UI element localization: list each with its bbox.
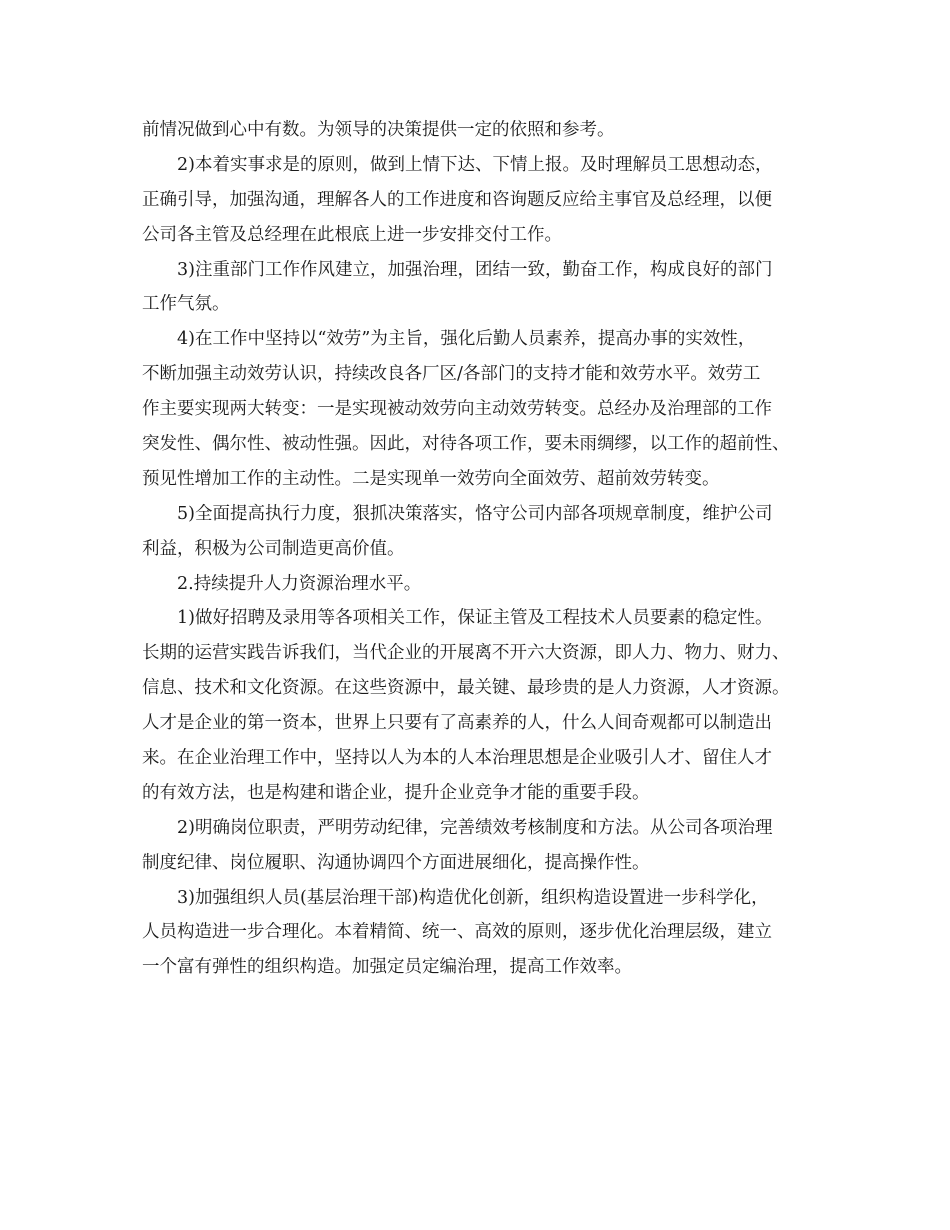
text-line: 利益，积极为公司制造更高价值。 <box>142 538 405 559</box>
text-line: 工作气氛。 <box>142 294 230 315</box>
text-line: 2)明确岗位职责，严明劳动纪律，完善绩效考核制度和方法。从公司各项治理 <box>177 817 773 838</box>
text-line: 预见性增加工作的主动性。二是实现单一效劳向全面效劳、超前效劳转变。 <box>142 468 720 489</box>
text-line: 3)注重部门工作作风建立，加强治理，团结一致，勤奋工作，构成良好的部门 <box>177 259 773 280</box>
text-line: 长期的运营实践告诉我们，当代企业的开展离不开六大资源，即人力、物力、财力、 <box>142 643 790 664</box>
text-line: 人员构造进一步合理化。本着精简、统一、高效的原则，逐步优化治理层级，建立 <box>142 922 772 943</box>
text-line: 公司各主管及总经理在此根底上进一步安排交付工作。 <box>142 224 562 245</box>
text-line: 3)加强组织人员(基层治理干部)构造优化创新，组织构造设置进一步科学化， <box>177 887 769 908</box>
text-line: 人才是企业的第一资本，世界上只要有了高素养的人，什么人间奇观都可以制造出 <box>142 713 772 734</box>
text-line: 2)本着实事求是的原则，做到上情下达、下情上报。及时理解员工思想动态， <box>177 154 773 175</box>
text-line: 一个富有弹性的组织构造。加强定员定编治理，提高工作效率。 <box>142 957 632 978</box>
text-line: 作主要实现两大转变：一是实现被动效劳向主动效劳转变。总经办及治理部的工作 <box>142 399 772 420</box>
text-line: 4)在工作中坚持以“效劳”为主旨，强化后勤人员素养，提高办事的实效性， <box>177 329 756 350</box>
text-line: 的有效方法，也是构建和谐企业，提升企业竞争才能的重要手段。 <box>142 782 650 803</box>
text-line: 1)做好招聘及录用等各项相关工作，保证主管及工程技术人员要素的稳定性。 <box>177 608 773 629</box>
text-line: 正确引导，加强沟通，理解各人的工作进度和咨询题反应给主事官及总经理，以便 <box>142 189 772 210</box>
text-line: 不断加强主动效劳认识，持续改良各厂区/各部门的支持才能和效劳水平。效劳工 <box>142 364 761 385</box>
text-line: 来。在企业治理工作中，坚持以人为本的人本治理思想是企业吸引人才、留住人才 <box>142 748 772 769</box>
text-line: 前情况做到心中有数。为领导的决策提供一定的依照和参考。 <box>142 120 615 140</box>
text-line: 2.持续提升人力资源治理水平。 <box>177 573 422 594</box>
text-line: 5)全面提高执行力度，狠抓决策落实，恪守公司内部各项规章制度，维护公司 <box>177 503 773 524</box>
text-line: 突发性、偶尔性、被动性强。因此，对待各项工作，要未雨绸缪，以工作的超前性、 <box>142 434 790 455</box>
document-body <box>142 113 832 985</box>
text-line: 信息、技术和文化资源。在这些资源中，最关键、最珍贵的是人力资源，人才资源。 <box>142 678 790 699</box>
text-line: 制度纪律、岗位履职、沟通协调四个方面进展细化，提高操作性。 <box>142 852 650 873</box>
